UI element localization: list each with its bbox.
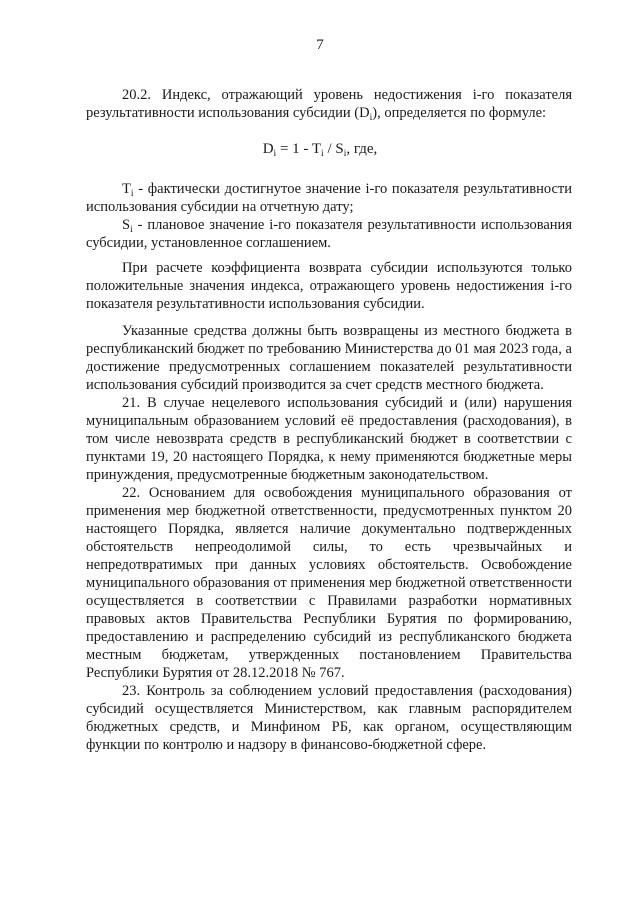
- formula-tail: , где,: [346, 141, 378, 157]
- page-number: 7: [316, 37, 324, 53]
- formula-d-subscript: i: [273, 149, 277, 159]
- definition-t-symbol: T: [122, 181, 131, 197]
- paragraph-20-2-tail: ), определяется по формуле:: [372, 105, 547, 121]
- definition-t-text: - фактически достигнутое значение i-го показателя результативности использования субсидии на отчетную дату;: [86, 181, 572, 215]
- formula-d: D: [262, 141, 274, 157]
- paragraph-positive-values: При расчете коэффициента возврата субсидии используются только положительные значения индекса, отражающего уровень недостижения i-го показателя результативности использования субсидии.: [86, 260, 572, 312]
- formula-slash: / S: [323, 141, 344, 157]
- definition-s-text: - плановое значение i-го показателя результативности использования субсидии, установленное соглашением.: [86, 217, 572, 251]
- paragraph-23: 23. Контроль за соблюдением условий предоставления (расходования) субсидий осуществляется Министерством, как главным распорядителем бюджетных средств, и Минфином РБ, как органом, осуществляющим функции по контролю и надзору в финансово-бюджетной сфере.: [86, 683, 572, 753]
- formula: [0, 140, 640, 158]
- definition-t: [86, 180, 572, 216]
- paragraph-20-2: [86, 86, 572, 122]
- index-subscript: i: [369, 113, 373, 123]
- paragraph-20-2-text: 20.2. Индекс, отражающий уровень недостижения i-го показателя результативности использования субсидии (D: [86, 87, 572, 121]
- definitions-block: [86, 180, 572, 252]
- definition-s-symbol: S: [122, 217, 131, 233]
- formula-t-subscript: i: [321, 149, 324, 159]
- formula-mid: = 1 - T: [276, 141, 322, 157]
- definition-s-subscript: i: [130, 225, 133, 235]
- formula-s-subscript: i: [343, 149, 347, 159]
- paragraph-22: 22. Основанием для освобождения муниципального образования от применения мер бюджетной ответственности, предусмотренных пунктом 20 настоящего Порядка, является наличие документально подтвержденных обстоятельств непреодолимой силы, то есть чрезвычайных и непредотвратимых при данных условиях обстоятельств. Освобождение муниципального образования от применения мер бюджетной ответственности осуществляется в соответствии с Правилами разработки нормативных правовых актов Правительства Республики Бурятия по формированию, предоставлению и распределению субсидий из республиканского бюджета местным бюджетам, утвержденных постановлением Правительства Республики Бурятия от 28.12.2018 № 767.: [86, 485, 572, 681]
- main-text-block: [86, 259, 572, 754]
- definition-s: [86, 216, 572, 252]
- paragraph-refund-deadline: Указанные средства должны быть возвращены из местного бюджета в республиканский бюджет по требованию Министерства до 01 мая 2023 года, а достижение предусмотренных соглашением показателей результативности использования субсидий производится за счет средств местного бюджета.: [86, 323, 572, 393]
- definition-t-subscript: i: [130, 189, 134, 199]
- paragraph-21: 21. В случае нецелевого использования субсидий и (или) нарушения муниципальным образованием условий её предоставления (расходования), в том числе невозврата средств в республиканский бюджет в соответствии с пунктами 19, 20 настоящего Порядка, к нему применяются бюджетные меры принуждения, предусмотренные бюджетным законодательством.: [86, 395, 572, 483]
- paragraph-20-2-block: [86, 86, 572, 122]
